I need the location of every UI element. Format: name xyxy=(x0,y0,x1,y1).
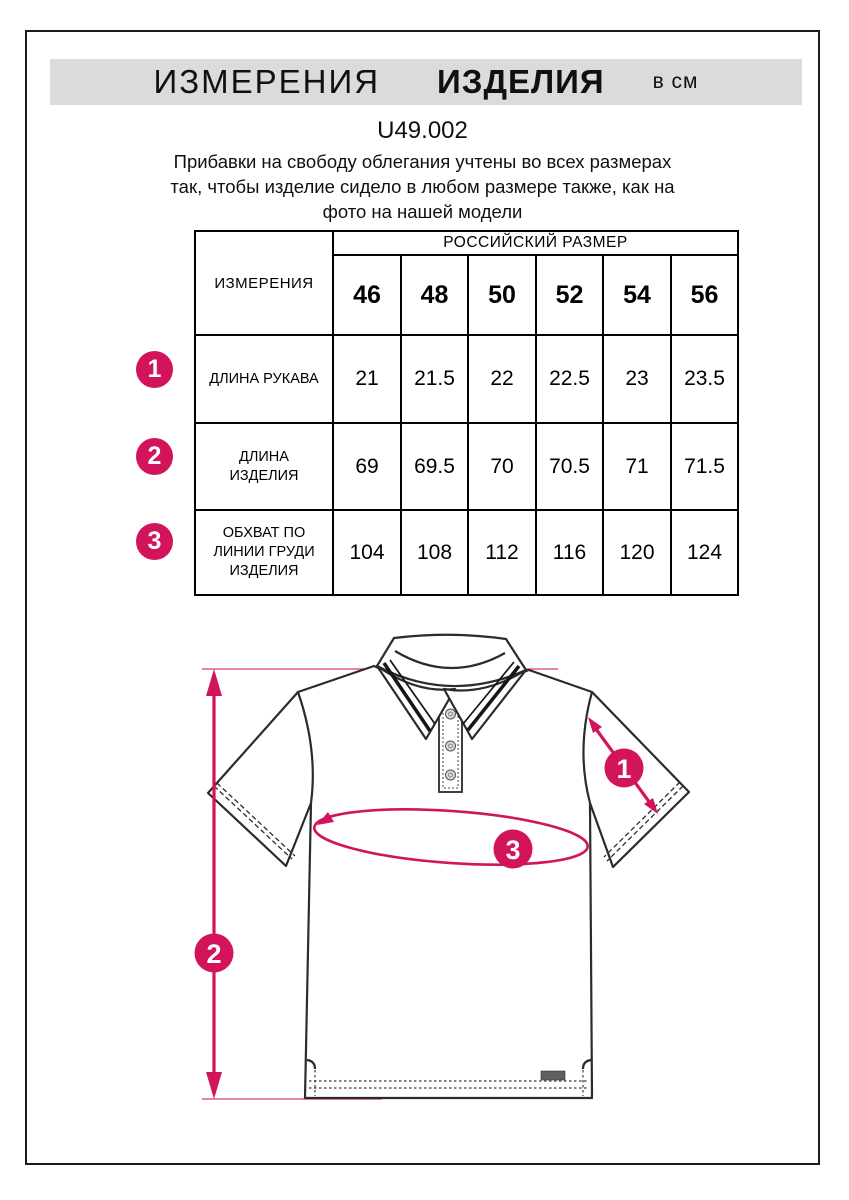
cell-value: 108 xyxy=(401,510,468,595)
button-icon xyxy=(446,709,456,719)
cell-value: 69 xyxy=(333,423,401,510)
cell-value: 21.5 xyxy=(401,335,468,423)
cell-value: 22.5 xyxy=(536,335,603,423)
badge-number: 3 xyxy=(505,835,521,865)
cell-value: 70.5 xyxy=(536,423,603,510)
cell-value: 70 xyxy=(468,423,536,510)
title-word-measurements: ИЗМЕРЕНИЯ xyxy=(153,63,381,100)
fit-description xyxy=(27,149,818,224)
diagram-badge-sleeve xyxy=(605,749,644,788)
size-46: 46 xyxy=(333,255,401,335)
cell-value: 71.5 xyxy=(671,423,738,510)
arrow-up-icon xyxy=(206,669,222,696)
polo-shirt-diagram xyxy=(172,614,732,1114)
button-icon xyxy=(446,741,456,751)
size-54: 54 xyxy=(603,255,671,335)
description-line: Прибавки на свободу облегания учтены во всех размерах xyxy=(173,151,672,172)
product-code: U49.002 xyxy=(377,117,468,144)
cell-value: 22 xyxy=(468,335,536,423)
page-frame xyxy=(25,30,820,1165)
row-badge-3: 3 xyxy=(136,523,173,560)
button-icon xyxy=(446,770,456,780)
page-title xyxy=(50,59,802,105)
description-line: так, чтобы изделие сидело в любом размере также, как на xyxy=(170,176,675,198)
size-table-area xyxy=(147,230,739,596)
row-badge-1: 1 xyxy=(136,351,173,388)
size-56: 56 xyxy=(671,255,738,335)
title-word-units: в см xyxy=(652,70,699,93)
cell-value: 104 xyxy=(333,510,401,595)
row-label: ДЛИНА ИЗДЕЛИЯ xyxy=(195,423,333,510)
cell-value: 21 xyxy=(333,335,401,423)
cell-value: 23.5 xyxy=(671,335,738,423)
size-52: 52 xyxy=(536,255,603,335)
row-label: ДЛИНА РУКАВА xyxy=(195,335,333,423)
row-label: ОБХВАТ ПО ЛИНИИ ГРУДИ ИЗДЕЛИЯ xyxy=(195,510,333,595)
size-48: 48 xyxy=(401,255,468,335)
table-row-garment-length xyxy=(195,423,738,510)
cell-value: 120 xyxy=(603,510,671,595)
russian-size-header-cell: РОССИЙСКИЙ РАЗМЕР xyxy=(333,231,738,255)
title-word-product: ИЗДЕЛИЯ xyxy=(437,63,605,100)
table-row-chest-girth xyxy=(195,510,738,595)
length-measure-arrow xyxy=(206,669,222,1099)
cell-value: 112 xyxy=(468,510,536,595)
badge-number: 2 xyxy=(206,939,222,969)
diagram-badge-chest xyxy=(494,830,533,869)
cell-value: 116 xyxy=(536,510,603,595)
cell-value: 71 xyxy=(603,423,671,510)
badge-number: 1 xyxy=(616,754,632,784)
cell-value: 69.5 xyxy=(401,423,468,510)
description-line: фото на нашей модели xyxy=(322,201,523,223)
hem-brand-label xyxy=(541,1071,565,1080)
cell-value: 124 xyxy=(671,510,738,595)
arrow-down-icon xyxy=(206,1072,222,1099)
cell-value: 23 xyxy=(603,335,671,423)
row-badge-2: 2 xyxy=(136,438,173,475)
size-50: 50 xyxy=(468,255,536,335)
size-table xyxy=(194,230,739,596)
table-row-sleeve-length xyxy=(195,335,738,423)
diagram-badge-length xyxy=(195,934,234,973)
measurements-header-cell: ИЗМЕРЕНИЯ xyxy=(195,231,333,335)
